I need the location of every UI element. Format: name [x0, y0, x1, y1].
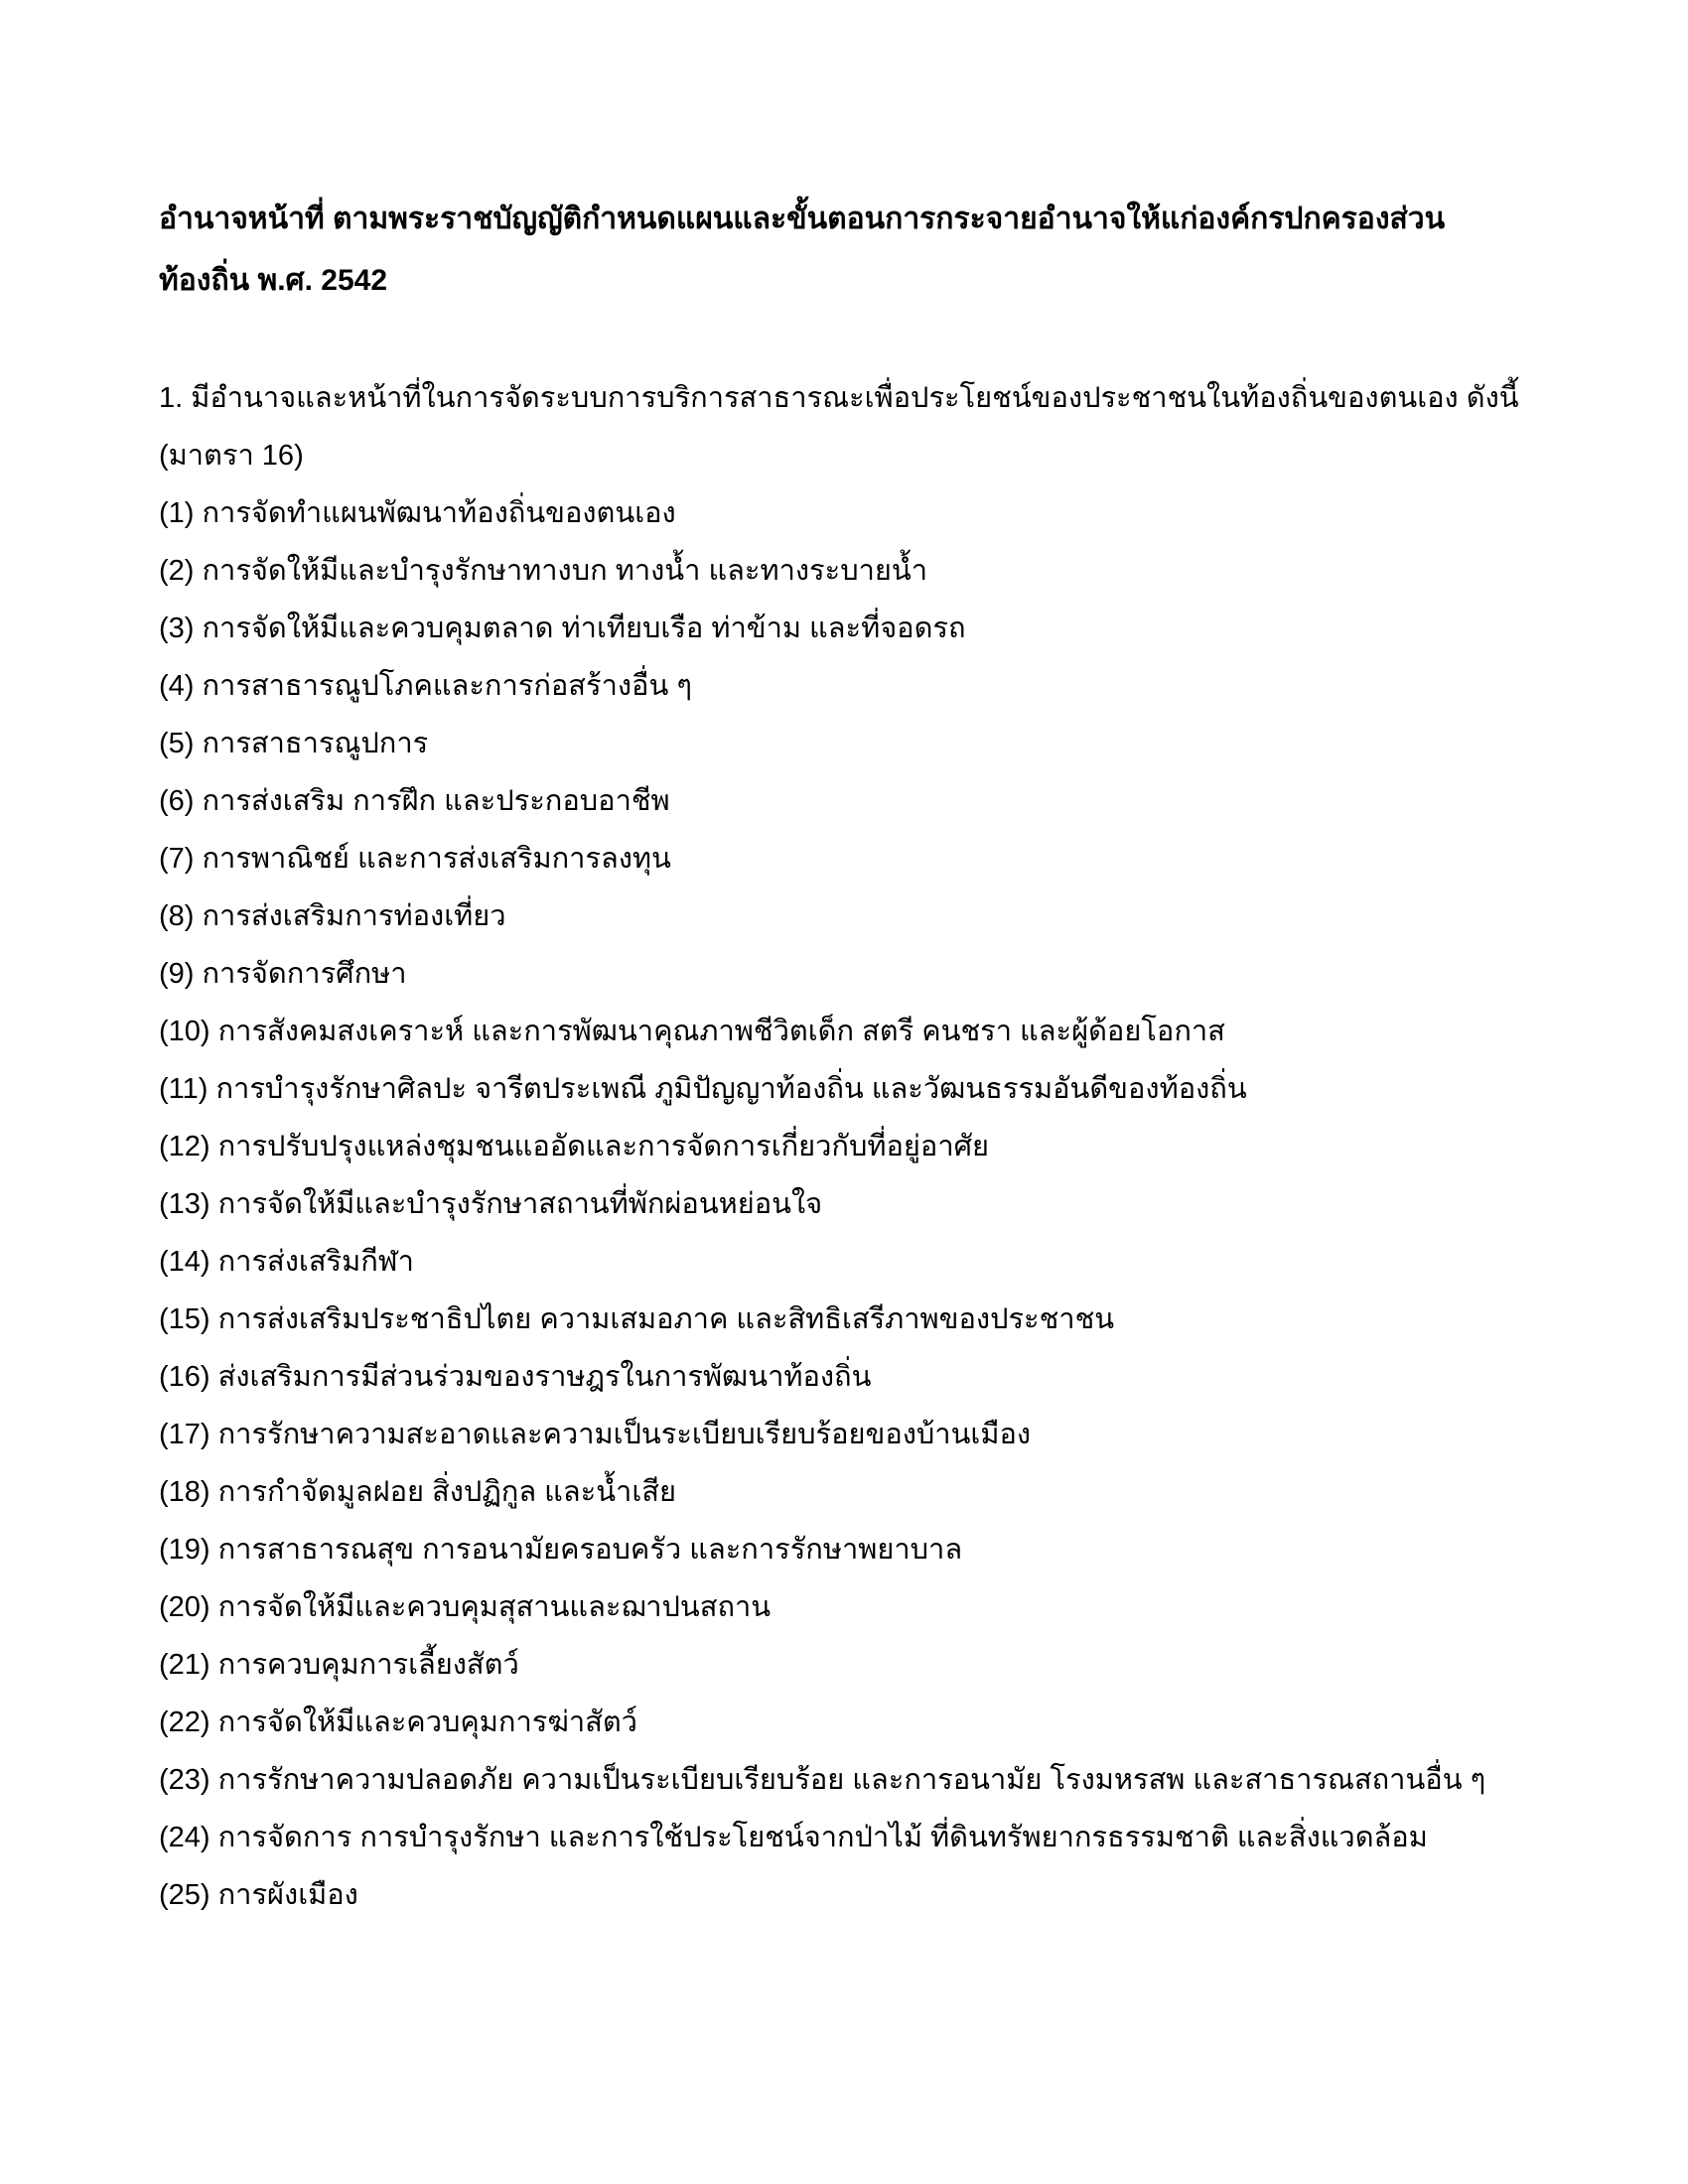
- list-item: (7) การพาณิชย์ และการส่งเสริมการลงทุน: [159, 843, 671, 875]
- list-item: (17) การรักษาความสะอาดและความเป็นระเบียบเรียบร้อยของบ้านเมือง: [159, 1419, 1032, 1450]
- list-item: (21) การควบคุมการเลี้ยงสัตว์: [159, 1649, 519, 1681]
- list-item: (16) ส่งเสริมการมีส่วนร่วมของราษฎรในการพัฒนาท้องถิ่น: [159, 1361, 872, 1393]
- list-item: (4) การสาธารณูปโภคและการก่อสร้างอื่น ๆ: [159, 670, 692, 702]
- list-item: (8) การส่งเสริมการท่องเที่ยว: [159, 900, 506, 932]
- list-item: (12) การปรับปรุงแหล่งชุมชนแออัดและการจัดการเกี่ยวกับที่อยู่อาศัย: [159, 1131, 990, 1162]
- list-item: (1) การจัดทำแผนพัฒนาท้องถิ่นของตนเอง: [159, 497, 676, 529]
- list-item: (3) การจัดให้มีและควบคุมตลาด ท่าเทียบเรือ ท่าข้าม และที่จอดรถ: [159, 613, 966, 644]
- list-item: (13) การจัดให้มีและบำรุงรักษาสถานที่พักผ่อนหย่อนใจ: [159, 1188, 823, 1220]
- list-item: (22) การจัดให้มีและควบคุมการฆ่าสัตว์: [159, 1706, 637, 1738]
- intro-line-1: 1. มีอำนาจและหน้าที่ในการจัดระบบการบริการสาธารณะเพื่อประโยชน์ของประชาชนในท้องถิ่นของตนเอง ดังนี้: [159, 382, 1519, 414]
- list-item: (11) การบำรุงรักษาศิลปะ จารีตประเพณี ภูมิปัญญาท้องถิ่น และวัฒนธรรมอันดีของท้องถิ่น: [159, 1073, 1247, 1105]
- list-item: (24) การจัดการ การบำรุงรักษา และการใช้ประโยชน์จากป่าไม้ ที่ดินทรัพยากรธรรมชาติ และสิ่งแวดล้อม: [159, 1822, 1428, 1853]
- document-body: [159, 369, 1549, 1924]
- title-line-2: ท้องถิ่น พ.ศ. 2542: [159, 264, 388, 297]
- title-line-1: อำนาจหน้าที่ ตามพระราชบัญญัติกำหนดแผนและขั้นตอนการกระจายอำนาจให้แก่องค์กรปกครองส่วน: [159, 203, 1446, 235]
- list-item: (2) การจัดให้มีและบำรุงรักษาทางบก ทางน้ำ และทางระบายน้ำ: [159, 555, 927, 587]
- list-item: (25) การผังเมือง: [159, 1879, 358, 1911]
- list-item: (10) การสังคมสงเคราะห์ และการพัฒนาคุณภาพชีวิตเด็ก สตรี คนชรา และผู้ด้อยโอกาส: [159, 1016, 1225, 1047]
- list-item: (23) การรักษาความปลอดภัย ความเป็นระเบียบเรียบร้อย และการอนามัย โรงมหรสพ และสาธารณสถานอื่น ๆ: [159, 1764, 1486, 1796]
- list-item: (9) การจัดการศึกษา: [159, 958, 407, 990]
- list-item: (20) การจัดให้มีและควบคุมสุสานและฌาปนสถาน: [159, 1591, 772, 1623]
- list-item: (5) การสาธารณูปการ: [159, 728, 429, 759]
- list-item: (19) การสาธารณสุข การอนามัยครอบครัว และการรักษาพยาบาล: [159, 1534, 963, 1566]
- list-item: (15) การส่งเสริมประชาธิปไตย ความเสมอภาค และสิทธิเสรีภาพของประชาชน: [159, 1303, 1115, 1335]
- list-item: (18) การกำจัดมูลฝอย สิ่งปฏิกูล และน้ำเสีย: [159, 1476, 676, 1508]
- list-item: (6) การส่งเสริม การฝึก และประกอบอาชีพ: [159, 785, 670, 817]
- document-title: [159, 189, 1549, 312]
- list-item: (14) การส่งเสริมกีฬา: [159, 1246, 414, 1278]
- intro-line-2: (มาตรา 16): [159, 440, 304, 472]
